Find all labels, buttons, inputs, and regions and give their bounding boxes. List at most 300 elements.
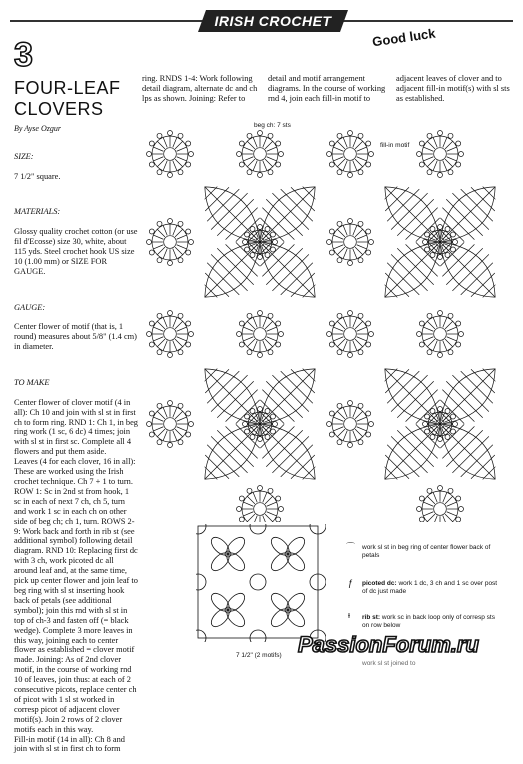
fill-in-motif-9-picot [427, 313, 432, 318]
legend-item-3 [362, 614, 502, 630]
fill-in-motif-4-picot [239, 141, 244, 146]
center-flower-1-picot [450, 232, 455, 237]
fill-in-motif-9-spoke [443, 341, 447, 351]
center-flower-2-picot [265, 409, 270, 414]
fill-in-motif-2-spoke [177, 337, 187, 341]
fill-in-motif-8-picot [438, 173, 443, 178]
fill-in-motif-5-spoke [157, 247, 165, 255]
fill-in-motif-11-spoke [343, 431, 347, 441]
fill-in-motif-2-spoke [173, 317, 177, 327]
size-text: 7 1/2" square. [14, 171, 61, 181]
gauge-text: Center flower of motif (that is, 1 round) measures about 5/8" (1.4 cm) in diameter. [14, 322, 137, 352]
fill-in-motif-9-picot [419, 321, 424, 326]
fill-in-motif-8-picot [417, 152, 422, 157]
text-column-3: detail and motif arrangement diagrams. In the course of working rnd 4, join each fill-in motif to [268, 74, 386, 103]
fill-in-motif-8-picot [448, 133, 453, 138]
fill-in-motif-8-picot [448, 170, 453, 175]
fill-in-motif-10-picot [186, 432, 191, 437]
fill-in-motif-3-spoke [355, 339, 363, 347]
fill-in-motif-2-spoke [157, 321, 165, 329]
center-flower-1-picot [425, 247, 430, 252]
fill-in-motif-12-spoke [247, 514, 255, 522]
fill-in-motif-6-spoke [337, 247, 345, 255]
fill-in-motif-7-spoke [265, 321, 273, 329]
fill-in-motif-11-picot [348, 443, 353, 448]
fill-in-motif-5-picot [157, 221, 162, 226]
fill-in-motif-3-picot [369, 332, 374, 337]
fill-in-motif-9-picot [427, 350, 432, 355]
center-flower-1-picot [430, 227, 435, 232]
fill-in-motif-7-spoke [243, 327, 253, 331]
small-fill-in-7 [250, 630, 266, 642]
fill-in-motif-10-picot [189, 422, 194, 427]
center-flower-2-picot [258, 437, 263, 442]
fill-in-motif-9-spoke [427, 339, 435, 347]
fill-in-motif-0-spoke [173, 137, 177, 147]
fill-in-motif-1-spoke [353, 137, 357, 147]
fill-in-motif-4-picot [279, 152, 284, 157]
fill-in-motif-7-picot [237, 332, 242, 337]
center-flower-2-picot [270, 429, 275, 434]
center-flower-2-picot [258, 407, 263, 412]
fill-in-motif-12-picot [276, 517, 281, 522]
fill-in-motif-13-spoke [423, 502, 433, 506]
center-flower-3-picot [430, 409, 435, 414]
fill-in-motif-12-spoke [263, 516, 267, 522]
center-flower-0-picot [273, 240, 278, 245]
fill-in-motif-6-spoke [343, 249, 347, 259]
center-flower-0-picot [245, 247, 250, 252]
fill-in-motif-9-picot [438, 311, 443, 316]
fill-in-motif-6-spoke [333, 245, 343, 249]
fill-in-motif-0-spoke [175, 159, 183, 167]
small-fill-in-4 [250, 574, 266, 590]
fill-in-motif-4-spoke [267, 157, 277, 161]
fill-in-motif-2-picot [147, 332, 152, 337]
center-flower-0-picot [243, 240, 248, 245]
fill-in-motif-8-spoke [443, 137, 447, 147]
fill-in-motif-3-spoke [337, 321, 345, 329]
fill-in-motif-7-spoke [265, 339, 273, 347]
fill-in-motif-1-spoke [343, 161, 347, 171]
fill-in-motif-1-spoke [337, 159, 345, 167]
fill-in-motif-3-spoke [357, 327, 367, 331]
fill-in-motif-1-spoke [333, 147, 343, 151]
fill-in-motif-7-spoke [247, 339, 255, 347]
fill-in-motif-6-spoke [343, 225, 347, 235]
center-flower-2-picot [273, 422, 278, 427]
fill-in-motif-2-picot [168, 311, 173, 316]
fill-in-motif-10-picot [168, 401, 173, 406]
fill-in-motif-4-picot [258, 173, 263, 178]
fill-in-motif-11-spoke [353, 431, 357, 441]
fill-in-motif-6-spoke [353, 225, 357, 235]
fill-in-motif-2-spoke [173, 341, 177, 351]
fill-in-motif-8-picot [427, 133, 432, 138]
center-flower-1-picot [425, 232, 430, 237]
fill-in-motif-13-picot [419, 496, 424, 501]
fill-in-motif-11-spoke [337, 411, 345, 419]
fill-in-motif-3-picot [366, 342, 371, 347]
center-flower-2-picot [250, 409, 255, 414]
small-fill-in-0 [196, 524, 206, 534]
fill-in-motif-4-spoke [265, 141, 273, 149]
fill-in-motif-13-picot [459, 507, 464, 512]
fill-in-motif-4-spoke [243, 157, 253, 161]
fill-in-motif-10-spoke [173, 431, 177, 441]
fill-in-motif-5-spoke [163, 249, 167, 259]
fill-in-motif-13-picot [419, 517, 424, 522]
fill-in-motif-13-spoke [443, 516, 447, 522]
center-flower-0-picot [250, 227, 255, 232]
fill-in-motif-3-picot [337, 313, 342, 318]
fill-in-motif-11-picot [337, 403, 342, 408]
fill-in-motif-9-picot [456, 342, 461, 347]
fill-in-motif-0-spoke [153, 157, 163, 161]
fill-in-motif-1-spoke [333, 157, 343, 161]
fill-in-motif-13-spoke [445, 496, 453, 504]
fill-in-motif-10-spoke [173, 407, 177, 417]
fill-in-motif-5-picot [168, 219, 173, 224]
fill-in-motif-7-picot [276, 321, 281, 326]
fill-in-motif-1-spoke [357, 157, 367, 161]
fill-in-motif-13-ring [434, 503, 447, 516]
fill-in-motif-6-picot [358, 258, 363, 263]
fill-in-motif-10-spoke [177, 427, 187, 431]
fill-in-motif-10-spoke [157, 429, 165, 437]
center-flower-2-picot [243, 422, 248, 427]
fill-in-motif-8-spoke [423, 157, 433, 161]
fill-in-motif-2-spoke [177, 327, 187, 331]
arrangement-frame [198, 526, 318, 638]
fill-in-motif-3-ring [344, 328, 357, 341]
fill-in-motif-2-picot [157, 350, 162, 355]
fill-in-motif-5-picot [149, 250, 154, 255]
fill-in-motif-7-spoke [243, 337, 253, 341]
fill-in-motif-5-picot [149, 229, 154, 234]
fill-in-motif-3-spoke [343, 341, 347, 351]
fill-in-motif-7-picot [258, 311, 263, 316]
fill-in-motif-11-spoke [333, 417, 343, 421]
fill-in-motif-3-spoke [337, 339, 345, 347]
fill-in-motif-7-spoke [267, 337, 277, 341]
fill-in-motif-1-picot [337, 170, 342, 175]
fill-in-motif-5-spoke [177, 245, 187, 249]
fill-in-motif-12-picot [276, 496, 281, 501]
fill-in-motif-7-spoke [263, 317, 267, 327]
center-flower-0-picot [270, 232, 275, 237]
fill-in-motif-10-picot [178, 440, 183, 445]
fill-in-motif-7-spoke [253, 341, 257, 351]
fill-in-motif-8-spoke [433, 161, 437, 171]
fill-in-motif-10-spoke [175, 411, 183, 419]
fill-in-motif-9-spoke [427, 321, 435, 329]
fill-in-motif-10-spoke [157, 411, 165, 419]
legend-item-2-text: work 1 dc, 3 ch and 1 sc over post of dc just made [362, 580, 498, 595]
fill-in-motif-1-picot [369, 152, 374, 157]
fill-in-motif-0-spoke [153, 147, 163, 151]
fill-in-motif-5-picot [147, 240, 152, 245]
center-flower-3-picot [438, 437, 443, 442]
fill-in-motif-9-picot [448, 350, 453, 355]
fill-in-motif-0-picot [157, 133, 162, 138]
fill-in-motif-1-picot [329, 141, 334, 146]
fill-in-motif-6-picot [366, 250, 371, 255]
center-flower-3-picot [450, 429, 455, 434]
fill-in-motif-4-spoke [263, 137, 267, 147]
fill-in-motif-8-picot [419, 162, 424, 167]
fill-in-motif-7-picot [279, 332, 284, 337]
fill-in-motif-12-picot [247, 488, 252, 493]
fill-in-motif-9-picot [448, 313, 453, 318]
fill-in-motif-1-picot [329, 162, 334, 167]
fill-in-motif-7-picot [258, 353, 263, 358]
fill-in-motif-3-picot [358, 313, 363, 318]
fill-in-motif-11-picot [366, 432, 371, 437]
fill-in-motif-5-spoke [157, 229, 165, 237]
fill-in-motif-12-picot [239, 496, 244, 501]
byline: By Ayse Ozgur [14, 124, 61, 133]
center-flower-3-picot [423, 422, 428, 427]
fill-in-motif-4-picot [247, 170, 252, 175]
fill-in-motif-4-spoke [263, 161, 267, 171]
center-flower-1-picot [438, 225, 443, 230]
title-line-2: CLOVERS [14, 99, 104, 119]
center-flower-3-picot [453, 422, 458, 427]
fill-in-motif-6-ring [344, 236, 357, 249]
fill-in-motif-1-picot [337, 133, 342, 138]
title-line-1: FOUR-LEAF [14, 78, 121, 98]
fill-in-motif-0-spoke [163, 137, 167, 147]
center-flower-0-picot [265, 252, 270, 257]
fill-in-motif-6-spoke [357, 235, 367, 239]
fill-in-motif-0-picot [147, 152, 152, 157]
fill-in-motif-2-spoke [153, 327, 163, 331]
page-title [14, 78, 121, 120]
fill-in-motif-7-picot [276, 342, 281, 347]
fill-in-motif-0-picot [149, 162, 154, 167]
pattern-number: 3 [14, 36, 33, 74]
fill-in-motif-12-picot [279, 507, 284, 512]
fill-in-motif-13-picot [448, 488, 453, 493]
fill-in-motif-6-picot [348, 219, 353, 224]
fill-in-motif-1-picot [366, 162, 371, 167]
fill-in-motif-2-picot [157, 313, 162, 318]
fill-in-motif-9-spoke [443, 317, 447, 327]
fill-in-motif-6-picot [329, 229, 334, 234]
fill-in-motif-5-picot [186, 250, 191, 255]
to-make-text: Center flower of clover motif (4 in all): Ch 10 and join with sl st in first ch to form ring. RND 1: Ch 1, in beg ring work (1 sc, 6 dc) 4 times; join with sl st in first sc. Complete all 4 flowers and put them aside. Leaves (4 for each clover, 16 in all): These are worked using the Irish crochet technique. Ch 7 + 1 to turn. ROW 1: Sc in 2nd st from hook, 1 sc in each of next 7 ch, ch 5, turn and work 1 sc in each ch on other side of beg ch; ch 1, turn. ROWS 2-9: Work back and forth in rib st (see additional symbol) following detail diagram. RND 10: Replacing first dc with 3 ch, work picoted dc all around leaf and, at the same time, pick up center flower and join leaf to beg ring with sl st inserting hook back of petals (see additional symbol); join this rnd with sl st in top of ch-3 and fasten off (= black wedge). Complete 3 more leaves in this way, joining each to center flower as established = clover motif made. Joining: As of 2nd clover motif, in the course of working rnd 10 of leaves, join thus: at each of 2 consecutive picots, replace center ch of picot with 1 sl st worked in corresp picot of adjacent clover motif(s). Join 2 rows of 2 clover motifs each in this way. Fill-in motif (14 in all): Ch 8 and join with sl st in first ch to form [14, 397, 138, 754]
fill-in-motif-11-picot [327, 422, 332, 427]
fill-in-motif-5-spoke [177, 235, 187, 239]
fill-in-motif-9-spoke [447, 327, 457, 331]
center-flower-1-picot [438, 255, 443, 260]
fill-in-motif-3-spoke [353, 317, 357, 327]
fill-in-motif-11-spoke [357, 417, 367, 421]
fill-in-motif-11-picot [358, 403, 363, 408]
rib-st-symbol: ᵻ [348, 610, 350, 620]
fill-in-motif-3-spoke [355, 321, 363, 329]
fill-in-motif-10-ring [164, 418, 177, 431]
fill-in-motif-6-spoke [355, 247, 363, 255]
fill-in-motif-0-spoke [173, 161, 177, 171]
fill-in-motif-8-picot [456, 162, 461, 167]
fill-in-motif-9-ring [434, 328, 447, 341]
center-flower-2-picot [265, 434, 270, 439]
center-flower-0-picot [258, 225, 263, 230]
fill-in-motif-13-spoke [445, 514, 453, 522]
fill-in-motif-8-spoke [447, 157, 457, 161]
fill-in-motif-8-spoke [427, 141, 435, 149]
instructions-column [14, 142, 138, 764]
fill-in-motif-7-spoke [247, 321, 255, 329]
fill-in-motif-7-picot [268, 350, 273, 355]
materials-heading: MATERIALS: [14, 207, 61, 217]
fill-in-motif-1-picot [358, 170, 363, 175]
fill-in-motif-12-picot [239, 517, 244, 522]
fill-in-motif-2-picot [186, 321, 191, 326]
fill-in-motif-11-spoke [353, 407, 357, 417]
fill-in-motif-9-picot [456, 321, 461, 326]
fill-in-motif-12-picot [258, 486, 263, 491]
fill-in-motif-4-picot [247, 133, 252, 138]
fill-in-motif-5-spoke [175, 229, 183, 237]
fill-in-motif-6-picot [366, 229, 371, 234]
fill-in-motif-8-picot [419, 141, 424, 146]
fill-in-motif-4-spoke [253, 137, 257, 147]
center-flower-0-picot [245, 232, 250, 237]
fill-in-motif-9-spoke [423, 327, 433, 331]
fill-in-motif-6-picot [337, 258, 342, 263]
picoted-dc-symbol: ƒ [348, 578, 354, 588]
fill-in-motif-6-picot [369, 240, 374, 245]
fill-in-motif-3-spoke [357, 337, 367, 341]
center-flower-2-picot [245, 429, 250, 434]
fill-in-motif-11-picot [358, 440, 363, 445]
fill-in-motif-7-picot [239, 321, 244, 326]
fill-in-motif-13-spoke [433, 492, 437, 502]
fill-in-motif-8-spoke [447, 147, 457, 151]
center-flower-1-picot [450, 247, 455, 252]
banner-title: IRISH CROCHET [214, 13, 332, 29]
legend-item-3-term: rib st: [362, 614, 381, 621]
fill-in-motif-4-picot [239, 162, 244, 167]
fill-in-motif-2-spoke [153, 337, 163, 341]
fill-in-motif-4-spoke [247, 159, 255, 167]
fill-in-motif-4-picot [237, 152, 242, 157]
fill-in-motif-5-spoke [153, 245, 163, 249]
fill-in-motif-9-picot [459, 332, 464, 337]
small-fill-in-6 [196, 630, 206, 642]
fill-in-motif-3-spoke [353, 341, 357, 351]
fill-in-motif-4-spoke [247, 141, 255, 149]
fill-in-motif-0-spoke [177, 147, 187, 151]
fill-in-motif-5-picot [168, 261, 173, 266]
fill-in-motif-12-spoke [243, 502, 253, 506]
fill-in-motif-2-spoke [175, 339, 183, 347]
fill-in-motif-6-spoke [357, 245, 367, 249]
fill-in-motif-6-spoke [337, 229, 345, 237]
fill-in-motif-3-picot [358, 350, 363, 355]
fill-in-motif-3-picot [348, 311, 353, 316]
fill-in-motif-11-spoke [357, 427, 367, 431]
fill-in-motif-6-spoke [333, 235, 343, 239]
fill-in-motif-7-picot [268, 313, 273, 318]
fill-in-motif-1-spoke [355, 141, 363, 149]
fill-in-motif-5-picot [157, 258, 162, 263]
fill-in-motif-4-picot [276, 162, 281, 167]
fill-in-motif-10-spoke [177, 417, 187, 421]
fill-in-motif-2-spoke [163, 317, 167, 327]
fill-in-motif-5-picot [178, 258, 183, 263]
fill-in-motif-8-ring [434, 148, 447, 161]
fill-in-motif-8-picot [427, 170, 432, 175]
center-flower-1-picot [423, 240, 428, 245]
fill-in-motif-5-picot [189, 240, 194, 245]
fill-in-motif-7-spoke [267, 327, 277, 331]
fill-in-motif-11-picot [369, 422, 374, 427]
fill-in-motif-12-picot [268, 488, 273, 493]
fill-in-motif-0-spoke [163, 161, 167, 171]
legend-item-3-text: work sc in back loop only of corresp sts on row below [362, 614, 495, 629]
fill-in-motif-10-picot [147, 422, 152, 427]
fill-in-motif-0-picot [186, 162, 191, 167]
fill-in-motif-13-spoke [447, 512, 457, 516]
fill-in-motif-13-picot [456, 517, 461, 522]
fill-in-motif-3-picot [329, 321, 334, 326]
fill-in-motif-12-spoke [247, 496, 255, 504]
good-luck-handwriting: Good luck [371, 25, 437, 50]
fill-in-motif-1-ring [344, 148, 357, 161]
fill-in-motif-11-spoke [333, 427, 343, 431]
fill-in-motif-0-picot [189, 152, 194, 157]
fill-in-motif-7-ring [254, 328, 267, 341]
fill-in-motif-12-spoke [267, 502, 277, 506]
fill-in-motif-1-picot [358, 133, 363, 138]
fill-in-motif-2-picot [178, 350, 183, 355]
legend-item-2-term: picoted dc: [362, 580, 397, 587]
fill-in-motif-1-spoke [355, 159, 363, 167]
fill-in-motif-11-picot [366, 411, 371, 416]
fill-in-motif-9-spoke [423, 337, 433, 341]
legend-item-2 [362, 580, 502, 596]
fill-in-motif-6-picot [348, 261, 353, 266]
center-flower-0-picot [258, 255, 263, 260]
fill-in-motif-12-ring [254, 503, 267, 516]
fill-in-motif-3-picot [337, 350, 342, 355]
fill-in-motif-10-picot [157, 440, 162, 445]
watermark: PassionForum.ru [298, 632, 479, 657]
fill-in-motif-1-picot [348, 173, 353, 178]
fill-in-motif-0-picot [149, 141, 154, 146]
fill-in-motif-5-picot [186, 229, 191, 234]
fill-in-motif-13-spoke [447, 502, 457, 506]
fill-in-motif-4-spoke [253, 161, 257, 171]
fill-in-motif-10-spoke [153, 427, 163, 431]
fill-in-motif-4-spoke [267, 147, 277, 151]
fill-in-motif-8-picot [438, 131, 443, 136]
fill-in-motif-13-spoke [443, 492, 447, 502]
fill-in-motif-1-picot [348, 131, 353, 136]
fill-in-motif-5-picot [178, 221, 183, 226]
fill-in-motif-8-spoke [423, 147, 433, 151]
fill-in-motif-10-picot [178, 403, 183, 408]
fill-in-motif-1-spoke [343, 137, 347, 147]
fill-in-motif-8-picot [459, 152, 464, 157]
fill-in-motif-8-picot [456, 141, 461, 146]
text-column-2: ring. RNDS 1-4: Work following detail diagram, alternate dc and ch lps as shown. Joining: Refer to [142, 74, 258, 103]
fill-in-motif-10-picot [149, 432, 154, 437]
